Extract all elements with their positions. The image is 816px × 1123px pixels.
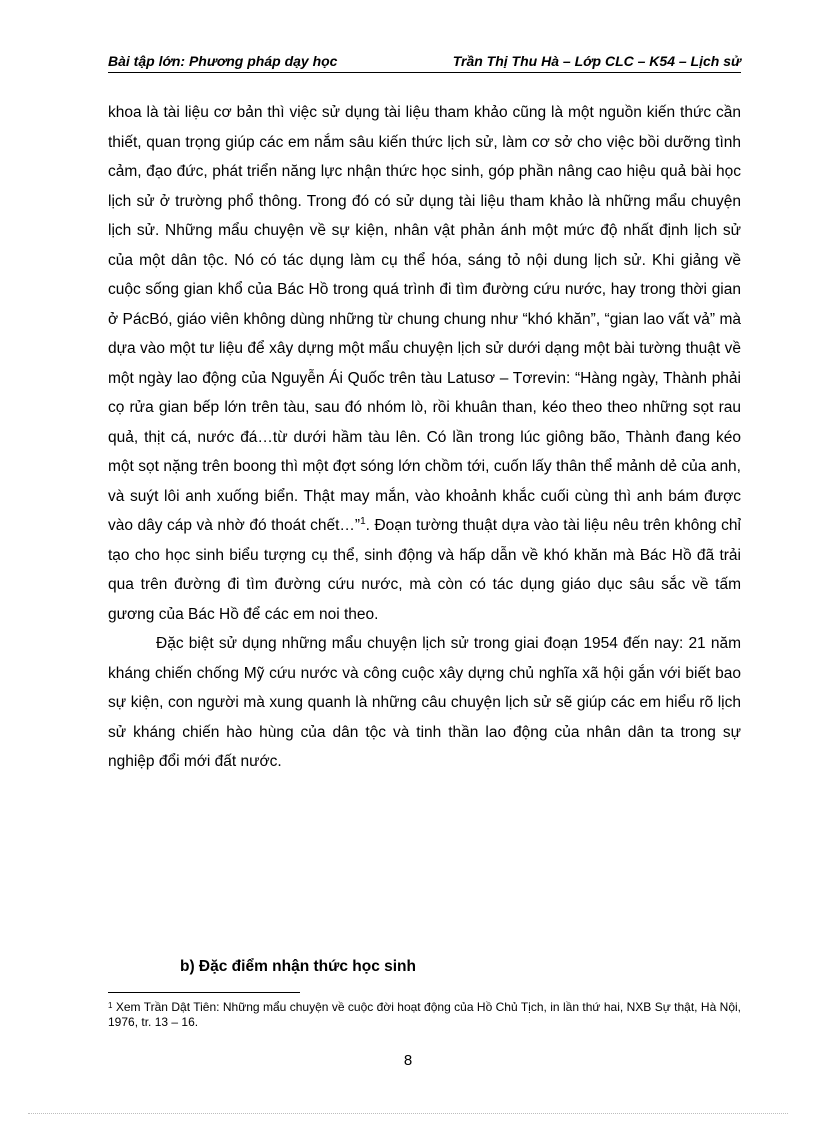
page-bottom-border <box>28 1113 788 1114</box>
footnote-separator <box>108 992 300 993</box>
running-header <box>108 53 741 73</box>
footnote-number: 1 <box>108 1001 113 1010</box>
paragraph-2: Đặc biệt sử dụng những mẩu chuyện lịch sử trong giai đoạn 1954 đến nay: 21 năm kháng chiến chống Mỹ cứu nước và công cuộc xây dựng chủ nghĩa xã hội gắn với biết bao sự kiện, con người mà xung quanh là những câu chuyện lịch sử sẽ giúp các em hiểu rõ lịch sử kháng chiến hào hùng của dân tộc và tinh thần lao động của nhân dân ta trong sự nghiệp đổi mới đất nước. <box>108 635 741 770</box>
paragraph-1-continuation: . Đoạn tường thuật dựa vào tài liệu nêu trên không chỉ tạo cho học sinh biểu tượng cụ thể, sinh động và hấp dẫn về khó khăn mà Bác Hồ đã trải qua trên đường đi tìm đường cứu nước, mà còn có tác dụng giáo dục sâu sắc về tấm gương của Bác Hồ để các em noi theo. <box>108 517 741 623</box>
footnote <box>108 1000 741 1030</box>
paragraph-1 <box>108 98 741 629</box>
paragraph-1-text: khoa là tài liệu cơ bản thì việc sử dụng tài liệu tham khảo cũng là một nguồn kiến thức cần thiết, quan trọng giúp các em nắm sâu kiến thức lịch sử, làm cơ sở cho việc bồi dưỡng tình cảm, đạo đức, phát triển năng lực nhận thức học sinh, góp phần nâng cao hiệu quả bài học lịch sử ở trường phổ thông. Trong đó có sử dụng tài liệu tham khảo là những mẩu chuyện lịch sử. Những mẩu chuyện về sự kiện, nhân vật phản ánh một mức độ nhất định lịch sử của một dân tộc. Nó có tác dụng làm cụ thể hóa, sáng tỏ nội dung lịch sử. Khi giảng về cuộc sống gian khổ của Bác Hồ trong quá trình đi tìm đường cứu nước, hay trong thời gian ở PácBó, giáo viên không dùng những từ chung chung như “khó khăn”, “gian lao vất vả” mà dựa vào một tư liệu để xây dựng một mẩu chuyện lịch sử dưới dạng một bài tường thuật về một ngày lao động của Nguyễn Ái Quốc trên tàu Latusơ – Tơrevin: “Hàng ngày, Thành phải cọ rửa gian bếp lớn trên tàu, sau đó nhóm lò, rồi khuân than, kéo theo theo những sọt rau quả, thịt cá, nước đá…từ dưới hầm tàu lên. Có lần trong lúc giông bão, Thành đang kéo một sọt nặng trên boong thì một đợt sóng lớn chồm tới, cuốn lấy thân thể mảnh dẻ của anh, và suýt lôi anh xuống biển. Thật may mắn, vào khoảnh khắc cuối cùng thì anh bám được vào dây cáp và nhờ đó thoát chết…” <box>108 104 741 534</box>
header-author-class: Trần Thị Thu Hà – Lớp CLC – K54 – Lịch sử <box>452 53 741 69</box>
body-text <box>108 98 741 777</box>
footnote-text: Xem Trần Dật Tiên: Những mẩu chuyện về cuộc đời hoạt động của Hồ Chủ Tịch, in lần thứ hai, NXB Sự thật, Hà Nội, 1976, tr. 13 – 16. <box>108 1000 741 1029</box>
page-number: 8 <box>403 1052 413 1069</box>
header-course-title: Bài tập lớn: Phương pháp dạy học <box>108 53 338 69</box>
section-heading: b) Đặc điểm nhận thức học sinh <box>180 958 416 975</box>
footnote-reference[interactable]: 1 <box>360 516 366 527</box>
